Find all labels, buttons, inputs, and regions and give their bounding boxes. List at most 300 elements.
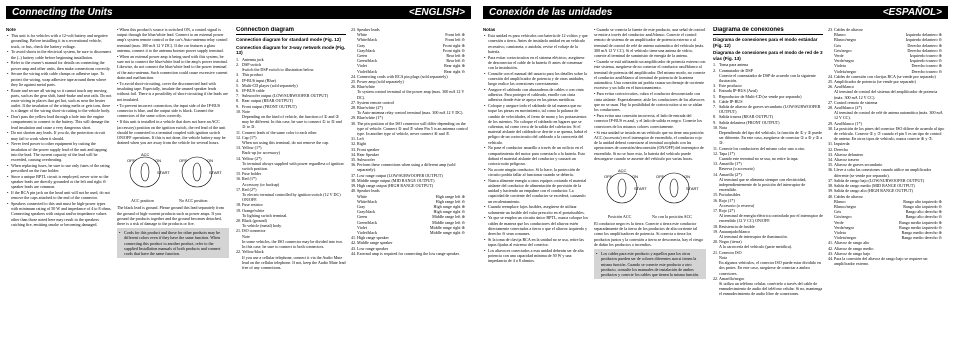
legend-item: [351, 162, 469, 173]
legend-text: Conecte el conmutador de DSP de acuerdo con la siguiente ilustración.: [719, 72, 816, 83]
legend-text: To Auto-antenna relay control terminal (max. 300 mA 12 V DC).: [357, 110, 464, 116]
wire-position: Rango alto derecho ⊕: [905, 209, 942, 215]
legend-number: 18.: [713, 223, 719, 229]
legend-text: Front speaker: [357, 146, 380, 152]
note-item: • Don't pass the yellow lead through a hole into the engine compartment to connect to the battery. This will damage the lead insulation and cause a very dangerous short.: [11, 114, 112, 130]
wire-position: Izquierdo trasero ⊕: [909, 53, 942, 59]
wire-position: Front left ⊖: [445, 37, 465, 43]
legend-number: 5.: [713, 93, 717, 99]
caption-no-acc: No con la posición ACC: [652, 214, 693, 220]
note-heading: Note: [6, 27, 16, 32]
legend-number: 9.: [713, 119, 717, 125]
legend-text: High range output (HIGH RANGE OUTPUT): [357, 183, 434, 189]
wire-position: Derecho trasero ⊖: [911, 68, 942, 74]
note-item: • This unit is for vehicles with a 12-volt battery and negative grounding. Before installing it in a recreational vehicle, truck, or bus, check the battery voltage.: [11, 33, 112, 49]
legend-text: Subwoofer output (LOW/SUBWOOFER OUTPUT): [242, 93, 329, 99]
legend-text: Cables de altavoz: [834, 27, 863, 32]
legend-text: Altavoz de rango alto: [834, 240, 870, 246]
legend-text: To lighting switch terminal.: [242, 212, 288, 218]
wire-position: Rear right ⊖: [444, 68, 465, 74]
ignition-switch-illustration: [117, 148, 229, 196]
legend-number: 7.: [713, 104, 717, 109]
legend-text: To terminal always supplied with power regardless of ignition switch position.: [242, 160, 344, 172]
wire-position: Derecho delantero ⊖: [907, 47, 942, 53]
legend-text: Control remoto de sistema: [834, 99, 878, 105]
legend-text: Speaker leads: [357, 27, 380, 32]
wire-color: Blanco: [834, 32, 846, 38]
svg-text:ON: ON: [207, 158, 213, 164]
legend-text: Amplificador de potencia (se vende por separado): [834, 79, 916, 85]
legend-text: Al terminal de energía eléctrica controlado por el interruptor de encendido (12 V CC) ON/OFF.: [719, 213, 823, 224]
legend-item: [351, 250, 469, 256]
legend-number: 9.: [236, 103, 240, 109]
notes-column: [483, 27, 589, 337]
legend-text: Si utiliza un teléfono celular, conéctelo a través del cable de enmudecimiento de audio del teléfono celular. Si no, mantenga el enmudecimiento de audio libre de conexiones.: [719, 280, 823, 297]
legend-number: 16.: [236, 176, 242, 182]
wire-color: Violeta: [834, 229, 846, 235]
legend-number: 24.: [351, 73, 357, 79]
header-title: Connecting the Units: [12, 7, 113, 18]
legend-text: Salida trasera (REAR OUTPUT): [719, 114, 774, 120]
legend-item: [242, 114, 346, 130]
legend-item: [834, 89, 946, 99]
wiring-notes-column: [117, 27, 229, 337]
legend-text: Amarillo (1*): [719, 161, 742, 167]
legend-text: Azul/blanco (2*): [834, 105, 862, 111]
legend-text: Toma para antena: [719, 62, 749, 68]
legend-text: This product: [242, 72, 263, 78]
legend-text: La posición de los pines del conector ISO difiere de acuerdo al tipo de vehículo. Conecte ⑤ y ⑦ cuando el pin 5 es un tipo de control de antena. En otros tipos de vehículo, nunca conecte ⑥ y ⑦.: [834, 125, 945, 142]
svg-text:ON: ON: [632, 174, 638, 180]
legend-number: 37.: [351, 172, 357, 178]
wire-color: Blanco/negro: [834, 37, 857, 43]
note-item: • When replacing fuses, be sure to use only fuses of the rating prescribed on the fuse holder.: [11, 163, 112, 173]
wire-color: Green/black: [357, 58, 378, 64]
legend-number: 33.: [828, 151, 834, 157]
page-header: [483, 6, 948, 19]
legend-number: 6.: [236, 88, 240, 93]
legend-text: To system control terminal of the power amp (max. 300 mA 12 V DC).: [357, 89, 465, 100]
wire-color: Blanco/negro: [834, 203, 857, 209]
legend-text: Tapa (1*): [719, 150, 735, 156]
legend-text: Rojo (2*): [719, 208, 735, 214]
network-mode-heading: Diagrama de conexiones para el modo de red de 3 vías (Fig. 13): [713, 50, 823, 61]
legend-number: 38.: [351, 177, 357, 183]
legend-number: 35.: [351, 157, 357, 163]
wire-position: Rango medio izquierdo ⊖: [899, 224, 942, 230]
wire-position: Rango medio derecho ⊖: [901, 235, 942, 241]
legend-list-b: [351, 74, 469, 194]
legend-item: [719, 177, 823, 193]
legend-number: 5.: [236, 82, 240, 88]
cord-color-note: • Los cables para este producto y aquellos para los otros productos pueden ser de colores diferentes aun si tienen la misma función. Cuando se conecte este producto a otro producto, consulte los manuales de instalación de ambos productos y conecte los cables que tienen la misma función.: [594, 249, 706, 279]
network-mode-heading: Connection diagram for 3-way network mode (Fig. 13): [236, 44, 346, 56]
wire-color: Verde: [834, 53, 844, 59]
legend-text: DSP switch: [242, 61, 262, 67]
caption-acc: ACC position: [131, 198, 154, 204]
paragraph: • When this product's source is switched ON, a control signal is output through the blue/white lead. Connect to an external power amp's system remote control or the car's Auto-antenna relay control terminal (max. 300 mA 12 V DC). If the car features a glass antenna, connect it to the antenna booster power supply terminal.: [117, 27, 228, 53]
legend-number: 16.: [713, 197, 719, 203]
svg-text:START: START: [157, 170, 170, 176]
legend-text: Switch the DSP switch to illustration below.: [242, 67, 315, 73]
legend-number: 10.: [713, 124, 719, 130]
header-language: <ESPAÑOL>: [882, 7, 942, 18]
legend-text: Connect leads of the same color to each other.: [242, 129, 318, 135]
legend-text: Yellow (1*): [242, 145, 262, 151]
note-item: • Never feed power to other equipment by cutting the insulation of the power supply lead of the unit and tapping into the lead. The current capacity of the lead will be exceeded, causing overheating.: [11, 141, 112, 162]
legend-item: [719, 213, 823, 223]
legend-number: 17.: [236, 186, 242, 192]
diagram-captions: [594, 214, 706, 221]
legend-text: Blue/white: [357, 84, 375, 90]
legend-number: 21.: [236, 228, 242, 234]
legend-text: Nota: [719, 124, 727, 130]
legend-text: Low range output (LOW/SUBWOOFER OUTPUT): [357, 172, 443, 178]
range-wire-list: [828, 199, 946, 241]
legend-number: 15.: [236, 171, 242, 177]
legend-item: [242, 161, 346, 171]
legend-text: Power amp (sold separately): [357, 79, 404, 85]
wire-position: Rango medio derecho ⊕: [901, 229, 942, 235]
svg-text:ON: ON: [684, 174, 690, 180]
legend-text: Fuse resistor: [242, 202, 263, 208]
wire-position: Middle range left ⊖: [432, 219, 465, 225]
wire-color: White: [357, 193, 368, 199]
wire-color: Verde/negro: [834, 224, 855, 230]
legend-text: Middle range speaker: [357, 240, 393, 246]
paragraph: • Cuando se conecta la fuente de este producto, una señal de control se emite a través del conductor azul/blanco. Conecte el control remoto de sistema de un amplificador de potencia externo o al terminal de control de relé de antena automática del vehículo (máx. 300 mA 12 V CC). Si el vehículo tiene una antena de vidrio, conecte al terminal de suministro de energía de la antena.: [594, 27, 706, 59]
legend-text: Blue/white (1*): [357, 115, 383, 121]
legend-text: To vehicle (metal) body.: [242, 223, 282, 229]
legend-number: 24.: [828, 73, 834, 79]
legend-continued-column: [351, 27, 469, 337]
svg-text:ACC: ACC: [618, 168, 627, 174]
legend-number: 1.: [713, 62, 717, 68]
wire-position: Derecho trasero ⊕: [911, 63, 942, 69]
legend-number: 15.: [713, 192, 719, 198]
acc-diagram: [117, 148, 229, 196]
wire-position: Izquierdo trasero ⊖: [909, 58, 942, 64]
legend-text: Perform these connections when using a different amp (sold separately).: [357, 162, 456, 173]
legend-number: 11.: [713, 145, 718, 151]
legend-text: Portafusibles: [719, 192, 741, 198]
legend-text: Este producto: [719, 83, 742, 89]
range-wire-list: [351, 194, 469, 236]
wire-position: Rango medio izquierdo ⊕: [899, 219, 942, 225]
legend-number: 29.: [828, 120, 834, 126]
wiring-notes-column: [594, 27, 706, 337]
legend-number: 29.: [351, 115, 357, 121]
wire-position: Derecho delantero ⊕: [907, 42, 942, 48]
legend-text: Multi-CD player (sold separately): [242, 82, 298, 88]
legend-item: [357, 89, 469, 99]
wire-color: Gris: [834, 209, 842, 215]
note-item: • Ya que se emplea un circuito único BPTL, nunca coloque los cables de manera que los conductores del altavoz estén directamente conectados a tierra o que el altavoz izquierdo y derecho ⊖ sean comunes.: [488, 215, 589, 236]
legend-list: [713, 62, 823, 296]
legend-number: 33.: [351, 146, 357, 152]
legend-number: 39.: [351, 183, 357, 189]
legend-text: Cable IP-BUS: [719, 98, 743, 104]
wire-color: Gris/negro: [834, 47, 852, 53]
wire-position: Rango alto izquierdo ⊕: [903, 198, 942, 204]
legend-text: Accesorio (o reserva): [719, 202, 755, 208]
note-item: • Speakers connected to this unit must be high-power types with minimum rating of 50 W and impedance of 4 to 8 ohms. Connecting speakers with output and/or impedance values other than those noted here may result in the speakers catching fire, emitting smoke or becoming damaged.: [11, 201, 112, 227]
legend-text: Red (1*): [242, 176, 257, 182]
legend-text: Note: [242, 233, 250, 239]
paragraph: • Si esta unidad se instala en un vehículo que no tiene una posición ACC (accesorio) en el interruptor de encendido, el conductor rojo de la unidad deberá conectarse al terminal acoplado con las operaciones de conexión/desconexión (ON/OFF) del interruptor de encendido. Si no se hace esto, la batería del vehículo puede descargarse cuando se ausente del vehículo por varias horas.: [594, 129, 704, 161]
legend-number: 35.: [828, 162, 834, 168]
svg-text:ACC: ACC: [141, 152, 150, 158]
wire-color: Verde/negro: [834, 58, 855, 64]
note-list: [483, 33, 589, 263]
wire-position: High range left ⊖: [435, 198, 465, 204]
legend-number: 37.: [828, 177, 834, 183]
legend-item: [242, 255, 346, 271]
legend-text: Lleve a cabo las conexiones cuando utilice un amplificador diferente (se vende por separado).: [834, 167, 932, 178]
legend-text: Al terminal de control del sistema del amplificador de potencia (máx. 300 mA 12 V CC).: [834, 89, 938, 100]
legend-list: [236, 57, 346, 270]
caption-acc: Posición ACC: [608, 214, 632, 220]
legend-list-a: [828, 27, 946, 32]
paragraph: • Cuando se está utilizando un amplificador de potencia externo con este sistema, asegúrese de no conectar el conductor azul/blanco al terminal de potencia del amplificador. Del mismo modo, no conecte el conductor azul/blanco al terminal de potencia de la antena automática. Una conexión así podría causar un drenaje de corriente excesivo y un fallo en el funcionamiento.: [594, 59, 706, 91]
note-item: • Consulte con el manual del usuario para los detalles sobre la conexión del amplificador de potencia y de otras unidades, luego realice las conexiones correctamente.: [488, 71, 589, 87]
legend-text: Para la conexión del altavoz de rango bajo se requiere un amplificador externo.: [834, 255, 928, 267]
legend-number: 40.: [828, 193, 834, 199]
legend-text: Yellow/black: [242, 249, 264, 255]
legend-text: Subwoofer: [357, 157, 375, 163]
legend-number: 26.: [351, 84, 357, 90]
legend-text: En algunos vehículos, el conector ISO puede estar dividido en dos partes. En este caso, asegúrese de conectar a ambos conectores.: [719, 260, 821, 276]
legend-item: [351, 188, 469, 194]
legend-number: 8.: [236, 98, 240, 104]
paragraph: • If this unit is installed in a vehicle that does not have an ACC (accessory) position on the ignition switch, the red lead of the unit should be connected to a terminal coupled with ignition switch ON/OFF operations. If this is not done, the vehicle battery may be drained when you are away from the vehicle for several hours.: [117, 119, 226, 146]
legend-text: Reproductor de Multi-CD (se vende por separado): [719, 93, 802, 99]
legend-number: 25.: [828, 79, 834, 85]
wire-color: Gris/negro: [834, 214, 852, 220]
legend-number: 27.: [828, 99, 834, 105]
legend-number: 20.: [236, 218, 242, 224]
legend-item: [719, 260, 823, 276]
legend-number: 41.: [828, 240, 834, 246]
legend-text: Al terminal de control de relé de antena automática (máx. 300 mA 12 V CC).: [834, 110, 943, 121]
legend-number: 10.: [236, 108, 242, 114]
paragraph: • Para evitar una conexión incorrecta, el lado de entrada del conector IP-BUS es azul, y el lado de salida es negro. Conecte los conectores de los mismos colores correctamente.: [594, 113, 702, 129]
legend-number: 40.: [351, 188, 357, 194]
legend-text: Conector ISO: [719, 249, 742, 255]
standard-mode-heading: Diagrama de conexiones para el modo estándar (Fig. 12): [713, 37, 818, 48]
note-item: • Esta unidad es para vehículos con batería de 12 voltios y que conexión a tierra. Antes de instalarla unidad en un vehículo recreativo, camioneta, o autobús, revise el voltaje de la batería.: [488, 33, 589, 54]
legend-item: [828, 167, 946, 178]
legend-text: The pin position of the ISO connector will differ depending on the type of vehicle. Connect ⑤ and ⑦ when Pin 5 is an antenna control type. In another type of vehicle, never connect ⑥ and ⑦.: [357, 120, 468, 137]
paragraph: • Para evitar cortocircuitos, cubra el conductor desconectado con cinta aislante. Especialmente, aísle los conductores de los altavoces que no se usan. Hay la posibilidad de cortocircuitos si no se aíslan los conductores.: [594, 91, 705, 113]
note-item: • Since a unique BPTL circuit is employed, never wire so the speaker leads are directly grounded or the left and right ⊖ speaker leads are common.: [11, 174, 112, 190]
note-item: • To avoid shorts in the electrical system, be sure to disconnect the (–) battery cable before beginning installation.: [11, 49, 112, 59]
legend-text: Depending on the kind of vehicle, the function of ① and ② may be different. In this case, be sure to connect ① to ⑤ and ② to ③.: [242, 114, 342, 130]
legend-number: 38.: [828, 183, 834, 189]
legend-text: To electric terminal controlled by ignition switch (12 V DC) ON/OFF.: [242, 192, 341, 203]
svg-text:START: START: [686, 186, 699, 192]
legend-number: 39.: [828, 188, 834, 194]
wire-color: Violet: [357, 224, 367, 230]
legend-text: Al terminal que se alimenta siempre con electricidad, independientemente de la posición del interruptor de encendido.: [719, 176, 807, 193]
legend-item: [242, 239, 346, 249]
wire-position: Rear right ⊕: [444, 63, 465, 69]
legend-item: [719, 130, 823, 146]
legend-text: If you use a cellular telephone, connect it via the Audio Mute lead on the cellular telephone. If not, keep the Audio Mute lead free of any connections.: [242, 254, 346, 270]
note-item: • Si la toma de clavija RCA en la unidad no se usa, retire las tapas fijadas al extremo del conector.: [488, 237, 589, 247]
note-item: • Los altavoces conectados a esta unidad deberán ser de alta potencia con una capacidad mínima de 50 W y una impedancia de 4 a 8 ohmios.: [488, 248, 589, 264]
legend-number: 3.: [236, 72, 240, 78]
legend-number: 20.: [713, 239, 719, 245]
wire-color: Violet/black: [357, 68, 377, 74]
legend-number: 17.: [713, 208, 719, 214]
wire-position: Middle range right ⊕: [429, 224, 465, 230]
legend-text: Back-up (or accessory): [242, 150, 280, 156]
note-item: • Cuando reemplace fajos fusibles, asegúrese de utilizar solamente un fusible del valor prescrito en el portafusibles.: [488, 204, 589, 214]
legend-item: [719, 281, 823, 297]
legend-text: Salida de altavoz de graves secundario (LOW/SUBWOOFER OUTPUT): [719, 104, 821, 115]
legend-number: 26.: [828, 84, 834, 90]
wire-color: Gray/black: [357, 209, 376, 215]
legend-text: Rear output (REAR OUTPUT): [242, 98, 294, 104]
legend-number: 36.: [828, 167, 834, 173]
legend-number: 25.: [351, 79, 357, 85]
legend-text: Salida de rango bajo (LOW/SUBWOOFER OUTPUT): [834, 177, 925, 183]
legend-number: 14.: [713, 171, 719, 177]
legend-text: Altavoz de rango bajo: [834, 250, 871, 256]
wire-color: Violet/black: [357, 229, 377, 235]
legend-number: 28.: [351, 105, 357, 111]
legend-text: Antenna jack: [242, 56, 264, 62]
cord-color-note: • Cords for this product and those for other products may be different colors even if they have the same function. When connecting this product to another product, refer to the supplied Installation manuals of both products and connect cords that have the same function.: [117, 228, 229, 258]
wire-color: Gray/black: [357, 47, 376, 53]
legend-number: 2.: [713, 67, 717, 73]
legend-text: External amp is required for connecting the low range speaker.: [357, 250, 460, 256]
legend-text: Negro (tierra): [719, 239, 742, 245]
legend-list-a: [351, 27, 469, 32]
no-acc-position-icon: [656, 173, 699, 203]
legend-item: [828, 27, 946, 32]
legend-number: 31.: [828, 141, 834, 147]
legend-number: 19.: [713, 228, 719, 234]
svg-text:START: START: [634, 186, 647, 192]
wire-position: Izquierdo delantero ⊖: [905, 37, 942, 43]
legend-number: 30.: [828, 125, 834, 131]
note-item: • Coloque y asegure todo el cableado de tal manera que no toque las piezas en movimiento, tal como la palanca de cambio de velocidades, el freno de mano y los portaasientos de los asientos. No coloque el cableado en lugares que se calientan, tal como cerca de la salida del calefactor. Si el material aislante del cableado se derrite o se quema, habrá el peligro de un cortocircuito del cableado a la carrocería del vehículo.: [488, 103, 589, 145]
legend-number: 43.: [351, 245, 357, 251]
legend-number: 13.: [236, 145, 242, 151]
legend-item: [242, 192, 346, 202]
header-title: Conexión de las unidades: [489, 7, 613, 18]
wiring-paragraphs: [117, 27, 229, 145]
legend-text: Cuando este terminal no se usa, no retire la tapa.: [719, 156, 799, 162]
wiring-paragraphs: [594, 27, 706, 161]
legend-text: Left: [357, 136, 364, 142]
legend-text: Rear Speaker: [357, 151, 379, 157]
legend-text: Amarillo/negro: [719, 275, 745, 281]
acc-position-icon: [604, 168, 647, 203]
legend-text: Rojo (1*): [719, 197, 735, 203]
svg-text:START: START: [209, 170, 222, 176]
legend-number: 43.: [828, 250, 834, 256]
legend-number: 11.: [236, 129, 241, 135]
speaker-wire-list: [828, 32, 946, 74]
legend-item: [351, 120, 469, 137]
paragraph: • To avoid short-circuiting, cover the disconnected lead with insulating tape. Especially, insulate the unused speaker leads without fail. There is a possibility of short-circuiting if the leads are not insulated.: [117, 81, 228, 102]
caption-no-acc: No ACC position: [179, 198, 208, 204]
legend-number: 8.: [713, 114, 717, 120]
wire-position: Rear left ⊕: [446, 53, 465, 59]
note-item: • Route and secure all wiring so it cannot touch any moving parts, such as the gear shift, hand-brake and seat rails. Do not route wiring in places that get hot, such as near the heater outlet. If the insulation of the wiring melts or gets torn, there is a danger of the wiring short-circuiting to the vehicle body.: [11, 88, 112, 114]
legend-list-c: [351, 235, 469, 256]
section-title: Connection diagram: [236, 27, 346, 35]
wire-color: Green/black: [357, 219, 378, 225]
legend-text: Conmutador de DSP: [719, 67, 753, 73]
legend-text: Salida de rango medio (MID RANGE OUTPUT): [834, 183, 915, 189]
ground-note: El conductor negro es la tierra. Conecte a tierra este conductor separadamente de la tierra de los productos de alta corriente tal como los amplificadores de potencia. Si conecta a tierra los productos juntos y la conexión a tierra se desconecta, hay el riesgo de dañar los productos o incendios.: [594, 221, 704, 247]
legend-text: Front output (FRONT OUTPUT): [242, 103, 297, 109]
wire-color: Green: [357, 53, 368, 59]
legend-number: 42.: [828, 245, 834, 251]
legend-text: Izquierda: [834, 141, 850, 147]
legend-number: 22.: [236, 249, 242, 255]
legend-text: Reserva (o accesorio): [719, 166, 755, 172]
svg-text:ON: ON: [155, 158, 161, 164]
legend-text: Altavoz de graves secundario: [834, 162, 883, 168]
legend-number: 4.: [236, 77, 240, 83]
legend-number: 4.: [713, 88, 717, 94]
spanish-page: [477, 0, 954, 339]
legend-number: 31.: [351, 136, 357, 142]
svg-text:OFF: OFF: [179, 158, 187, 164]
legend-text: Nota: [719, 254, 727, 260]
legend-text: Anaranjado/blanco: [719, 228, 751, 234]
legend-text: Red (2*): [242, 186, 257, 192]
legend-number: 42.: [351, 240, 357, 246]
legend-number: 34.: [351, 151, 357, 157]
wire-position: Middle range left ⊕: [432, 214, 465, 220]
legend-number: 12.: [713, 150, 719, 156]
legend-text: Dependiendo del tipo del vehículo, la función de ① y ② puede ser diferente. En este caso, asegúrese de conectar ① a ⑤ y ② a ③.: [719, 130, 823, 146]
legend-text: Speaker leads: [357, 188, 380, 194]
legend-number: 32.: [351, 141, 357, 147]
legend-number: 22.: [713, 275, 719, 281]
wire-color: Gray: [357, 42, 366, 48]
legend-number: 28.: [828, 105, 834, 111]
legend-text: Cables de conexión con clavijas RCA (se vende por separado): [834, 73, 936, 79]
acc-diagram: [594, 164, 706, 212]
svg-text:OFF: OFF: [656, 174, 664, 180]
legend-item: [719, 73, 823, 83]
legend-number: 41.: [351, 235, 357, 241]
legend-item: [828, 255, 946, 267]
speaker-wire-list: [351, 32, 469, 74]
legend-item: [713, 104, 823, 115]
wire-position: Middle range right ⊖: [429, 229, 465, 235]
legend-continued-column: [828, 27, 946, 337]
wire-position: Rear left ⊖: [446, 58, 465, 64]
legend-number: 21.: [713, 249, 719, 255]
legend-number: 14.: [236, 155, 242, 161]
note-list: [6, 33, 112, 227]
legend-text: A la carrocería del vehículo (parte metálica).: [719, 244, 793, 250]
wire-color: Verde: [834, 219, 844, 225]
legend-number: 23.: [351, 27, 357, 32]
svg-text:OFF: OFF: [127, 158, 135, 164]
legend-number: 19.: [236, 207, 242, 213]
wire-position: Front left ⊕: [445, 32, 465, 38]
wire-color: Violeta/negro: [834, 235, 857, 241]
